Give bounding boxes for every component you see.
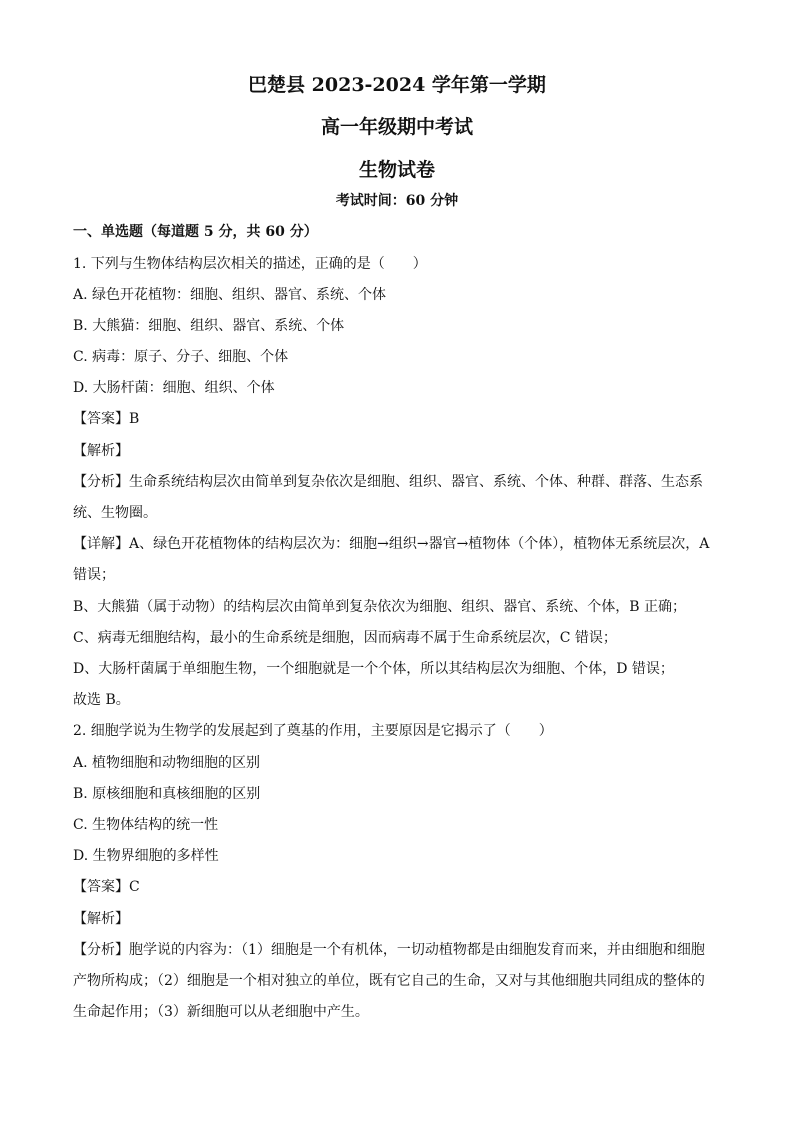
q1-analysis-line: 【分析】生命系统结构层次由简单到复杂依次是细胞、组织、器官、系统、个体、种群、群落、生态系 xyxy=(73,474,703,490)
q1-answer: 【答案】B xyxy=(73,411,140,427)
q1-option-a: A. 绿色开花植物：细胞、组织、器官、系统、个体 xyxy=(73,287,387,303)
q2-option-a: A. 植物细胞和动物细胞的区别 xyxy=(73,755,261,771)
q1-option-b: B. 大熊猫：细胞、组织、器官、系统、个体 xyxy=(73,318,345,334)
q1-analysis-line: 错误； xyxy=(73,567,115,583)
q2-option-c: C. 生物体结构的统一性 xyxy=(73,817,219,833)
section-heading: 一、单选题（每道题 5 分，共 60 分） xyxy=(73,224,318,240)
q1-option-d: D. 大肠杆菌：细胞、组织、个体 xyxy=(73,380,275,396)
q1-option-c: C. 病毒：原子、分子、细胞、个体 xyxy=(73,349,289,365)
q2-analysis-line: 生命起作用；（3）新细胞可以从老细胞中产生。 xyxy=(73,1004,369,1020)
q1-analysis-line: B、大熊猫（属于动物）的结构层次由简单到复杂依次为细胞、组织、器官、系统、个体，B 正确； xyxy=(73,599,687,615)
header-school-year: 巴楚县 2023-2024 学年第一学期 xyxy=(248,74,546,96)
q2-analysis-line: 产物所构成；（2）细胞是一个相对独立的单位，既有它自己的生命，又对与其他细胞共同组成的整体的 xyxy=(73,973,705,989)
q1-analysis-line: D、大肠杆菌属于单细胞生物，一个细胞就是一个个体，所以其结构层次为细胞、个体，D 错误； xyxy=(73,661,674,677)
q2-analysis-label: 【解析】 xyxy=(73,911,129,927)
q1-analysis-line: 【详解】A、绿色开花植物体的结构层次为：细胞→组织→器官→植物体（个体），植物体无系统层次，A xyxy=(73,536,710,552)
header-subject: 生物试卷 xyxy=(358,159,435,181)
q1-analysis-line: 故选 B。 xyxy=(73,692,130,708)
q1-analysis-label: 【解析】 xyxy=(73,443,129,459)
q1-analysis-line: 统、生物圈。 xyxy=(73,505,157,521)
header-exam-time: 考试时间：60 分钟 xyxy=(335,193,459,209)
q1-analysis-line: C、病毒无细胞结构，最小的生命系统是细胞，因而病毒不属于生命系统层次，C 错误； xyxy=(73,630,617,646)
q2-analysis-line: 【分析】胞学说的内容为：（1）细胞是一个有机体，一切动植物都是由细胞发育而来，并由细胞和细胞 xyxy=(73,942,705,958)
q2-answer: 【答案】C xyxy=(73,879,140,895)
q2-option-d: D. 生物界细胞的多样性 xyxy=(73,848,219,864)
q2-option-b: B. 原核细胞和真核细胞的区别 xyxy=(73,786,261,802)
q2-stem: 2. 细胞学说为生物学的发展起到了奠基的作用，主要原因是它揭示了（ ） xyxy=(73,723,553,739)
header-exam-name: 高一年级期中考试 xyxy=(320,116,473,138)
q1-stem: 1. 下列与生物体结构层次相关的描述，正确的是（ ） xyxy=(73,256,427,272)
